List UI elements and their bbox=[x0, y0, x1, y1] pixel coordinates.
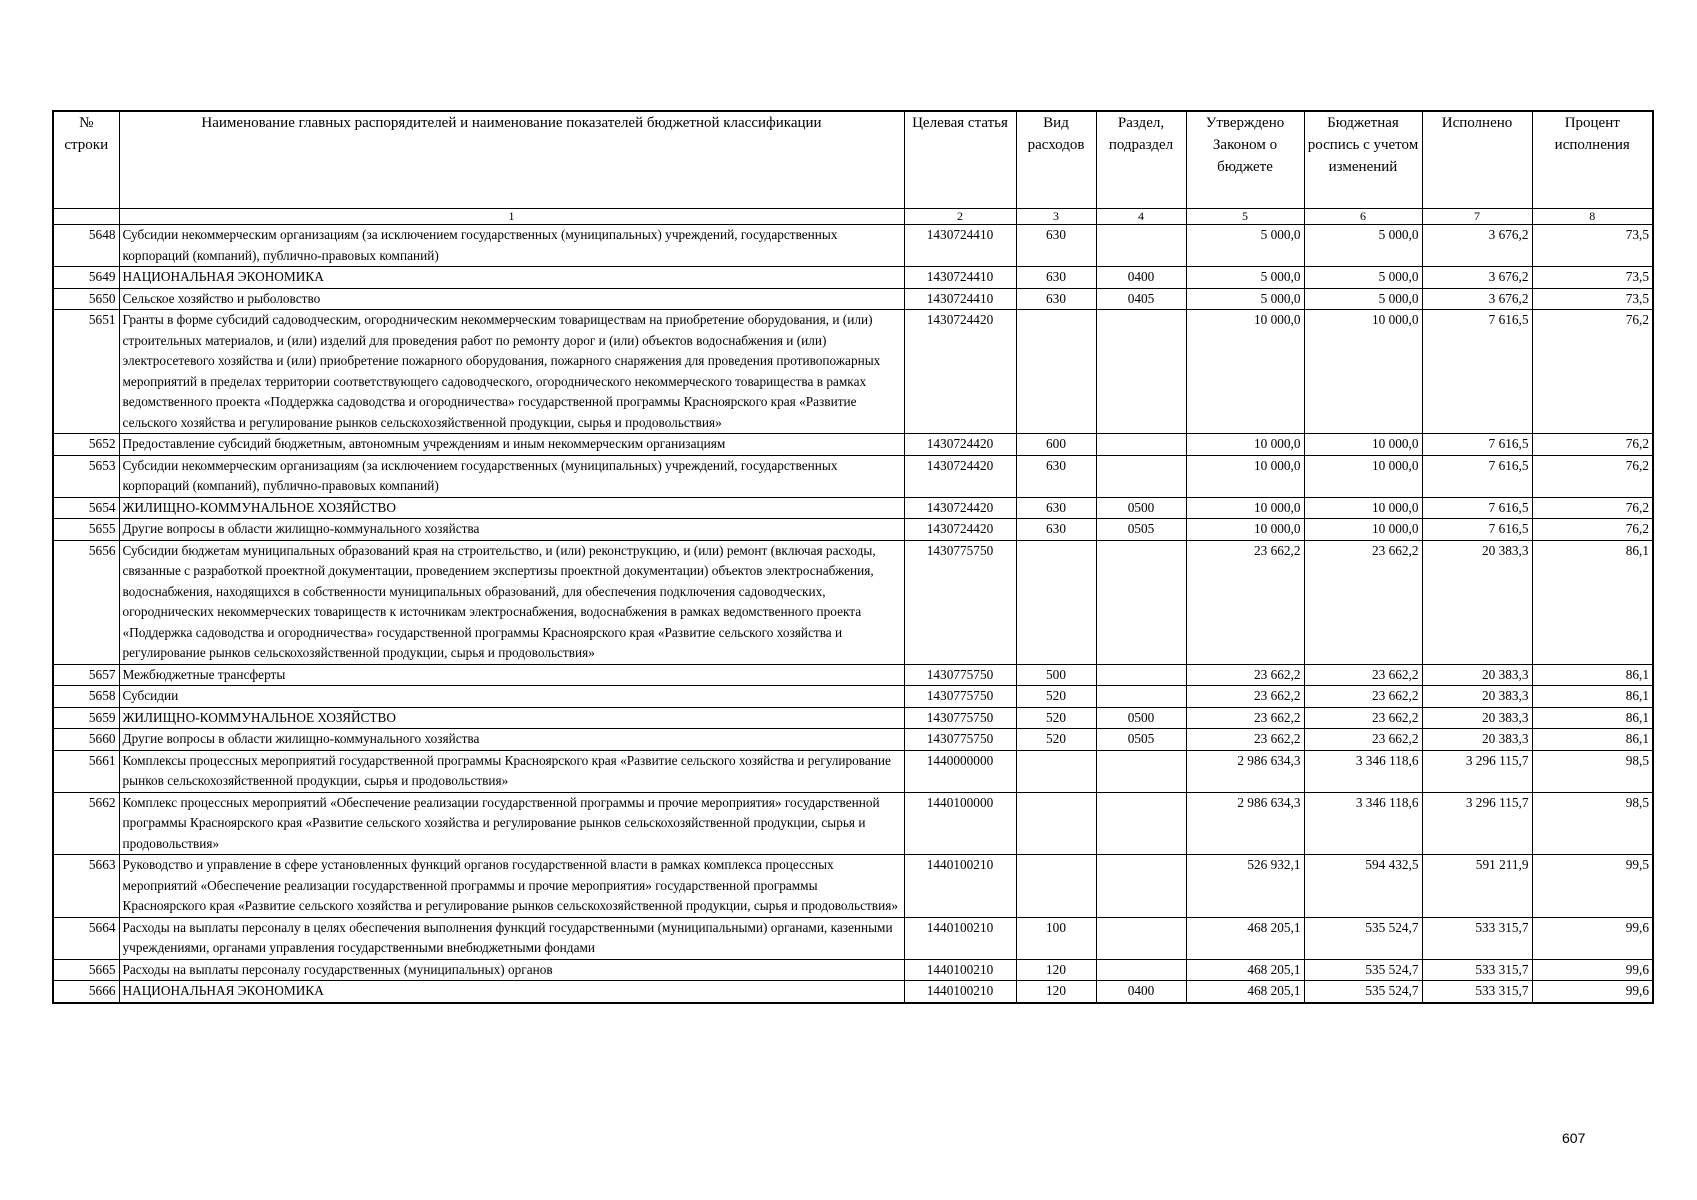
table-row bbox=[53, 540, 1653, 664]
budget-schedule-cell: 3 346 118,6 bbox=[1304, 750, 1422, 792]
table-row bbox=[53, 519, 1653, 541]
row-number-cell: 5666 bbox=[53, 981, 119, 1003]
table-row bbox=[53, 497, 1653, 519]
name-cell: НАЦИОНАЛЬНАЯ ЭКОНОМИКА bbox=[119, 981, 904, 1003]
section-cell: 0505 bbox=[1096, 519, 1186, 541]
expense-kind-cell: 630 bbox=[1016, 497, 1096, 519]
approved-cell: 10 000,0 bbox=[1186, 455, 1304, 497]
budget-schedule-cell: 23 662,2 bbox=[1304, 664, 1422, 686]
row-number-cell: 5658 bbox=[53, 686, 119, 708]
section-cell bbox=[1096, 455, 1186, 497]
header-row-number: № строки bbox=[53, 111, 119, 209]
approved-cell: 23 662,2 bbox=[1186, 540, 1304, 664]
name-cell: Субсидии bbox=[119, 686, 904, 708]
target-article-cell: 1430724410 bbox=[904, 225, 1016, 267]
target-article-cell: 1430724420 bbox=[904, 497, 1016, 519]
target-article-cell: 1430775750 bbox=[904, 686, 1016, 708]
percent-cell: 86,1 bbox=[1532, 540, 1653, 664]
approved-cell: 526 932,1 bbox=[1186, 855, 1304, 918]
expense-kind-cell: 500 bbox=[1016, 664, 1096, 686]
row-number-cell: 5656 bbox=[53, 540, 119, 664]
percent-cell: 99,6 bbox=[1532, 959, 1653, 981]
executed-cell: 3 676,2 bbox=[1422, 288, 1532, 310]
expense-kind-cell: 520 bbox=[1016, 686, 1096, 708]
name-cell: Комплекс процессных мероприятий «Обеспечение реализации государственной программы и прочие мероприятия» государственной программы Красноярского края «Развитие сельского хозяйства и регулирование рынков сельскохозяйственной продукции, сырья и продовольствия» bbox=[119, 792, 904, 855]
budget-schedule-cell: 10 000,0 bbox=[1304, 434, 1422, 456]
name-cell: Сельское хозяйство и рыболовство bbox=[119, 288, 904, 310]
executed-cell: 7 616,5 bbox=[1422, 434, 1532, 456]
target-article-cell: 1430775750 bbox=[904, 707, 1016, 729]
name-cell: Предоставление субсидий бюджетным, автономным учреждениям и иным некоммерческим организациям bbox=[119, 434, 904, 456]
expense-kind-cell bbox=[1016, 310, 1096, 434]
section-cell: 0400 bbox=[1096, 981, 1186, 1003]
approved-cell: 468 205,1 bbox=[1186, 959, 1304, 981]
percent-cell: 73,5 bbox=[1532, 267, 1653, 289]
expense-kind-cell: 120 bbox=[1016, 981, 1096, 1003]
table-row bbox=[53, 707, 1653, 729]
row-number-cell: 5663 bbox=[53, 855, 119, 918]
percent-cell: 99,5 bbox=[1532, 855, 1653, 918]
target-article-cell: 1430724410 bbox=[904, 288, 1016, 310]
executed-cell: 3 676,2 bbox=[1422, 225, 1532, 267]
approved-cell: 23 662,2 bbox=[1186, 686, 1304, 708]
section-cell bbox=[1096, 434, 1186, 456]
section-cell bbox=[1096, 686, 1186, 708]
section-cell: 0505 bbox=[1096, 729, 1186, 751]
budget-schedule-cell: 5 000,0 bbox=[1304, 225, 1422, 267]
table-body bbox=[53, 225, 1653, 1003]
table-row bbox=[53, 288, 1653, 310]
header-percent: Процент исполнения bbox=[1532, 111, 1653, 209]
percent-cell: 76,2 bbox=[1532, 434, 1653, 456]
section-cell: 0400 bbox=[1096, 267, 1186, 289]
name-cell: Гранты в форме субсидий садоводческим, огородническим некоммерческим товариществам на приобретение оборудования, и (или) строительных материалов, и (или) изделий для проведения работ по ремонту дорог и (или) объектов водоснабжения и (или) электросетевого хозяйства и (или) приобретение пожарного оборудования, пожарного снаряжения для проведения противопожарных мероприятий в пределах территории соответствующего садоводческого, огороднического некоммерческого товарищества в рамках ведомственного проекта «Поддержка садоводства и огородничества» государственной программы Красноярского края «Развитие сельского хозяйства и регулирование рынков сельскохозяйственной продукции, сырья и продовольствия» bbox=[119, 310, 904, 434]
target-article-cell: 1430775750 bbox=[904, 540, 1016, 664]
row-number-cell: 5655 bbox=[53, 519, 119, 541]
target-article-cell: 1430724420 bbox=[904, 310, 1016, 434]
header-row bbox=[53, 111, 1653, 209]
target-article-cell: 1430724420 bbox=[904, 519, 1016, 541]
section-cell bbox=[1096, 225, 1186, 267]
row-number-cell: 5651 bbox=[53, 310, 119, 434]
executed-cell: 533 315,7 bbox=[1422, 981, 1532, 1003]
name-cell: Другие вопросы в области жилищно-коммунального хозяйства bbox=[119, 729, 904, 751]
row-number-cell: 5652 bbox=[53, 434, 119, 456]
approved-cell: 23 662,2 bbox=[1186, 664, 1304, 686]
section-cell bbox=[1096, 792, 1186, 855]
executed-cell: 20 383,3 bbox=[1422, 707, 1532, 729]
header-budget-schedule: Бюджетная роспись с учетом изменений bbox=[1304, 111, 1422, 209]
section-cell: 0500 bbox=[1096, 707, 1186, 729]
target-article-cell: 1440000000 bbox=[904, 750, 1016, 792]
column-number: 5 bbox=[1186, 209, 1304, 225]
expense-kind-cell: 100 bbox=[1016, 917, 1096, 959]
budget-schedule-cell: 23 662,2 bbox=[1304, 707, 1422, 729]
expense-kind-cell bbox=[1016, 792, 1096, 855]
section-cell bbox=[1096, 310, 1186, 434]
column-number-blank bbox=[53, 209, 119, 225]
column-number: 2 bbox=[904, 209, 1016, 225]
row-number-cell: 5654 bbox=[53, 497, 119, 519]
percent-cell: 86,1 bbox=[1532, 729, 1653, 751]
column-number: 3 bbox=[1016, 209, 1096, 225]
name-cell: ЖИЛИЩНО-КОММУНАЛЬНОЕ ХОЗЯЙСТВО bbox=[119, 707, 904, 729]
executed-cell: 7 616,5 bbox=[1422, 519, 1532, 541]
row-number-cell: 5649 bbox=[53, 267, 119, 289]
target-article-cell: 1440100210 bbox=[904, 917, 1016, 959]
expense-kind-cell: 630 bbox=[1016, 455, 1096, 497]
approved-cell: 5 000,0 bbox=[1186, 288, 1304, 310]
row-number-cell: 5650 bbox=[53, 288, 119, 310]
row-number-cell: 5660 bbox=[53, 729, 119, 751]
name-cell: Межбюджетные трансферты bbox=[119, 664, 904, 686]
executed-cell: 533 315,7 bbox=[1422, 917, 1532, 959]
budget-schedule-cell: 5 000,0 bbox=[1304, 267, 1422, 289]
approved-cell: 10 000,0 bbox=[1186, 519, 1304, 541]
percent-cell: 76,2 bbox=[1532, 310, 1653, 434]
budget-schedule-cell: 535 524,7 bbox=[1304, 917, 1422, 959]
row-number-cell: 5665 bbox=[53, 959, 119, 981]
approved-cell: 23 662,2 bbox=[1186, 707, 1304, 729]
section-cell bbox=[1096, 959, 1186, 981]
target-article-cell: 1430775750 bbox=[904, 664, 1016, 686]
table-row bbox=[53, 750, 1653, 792]
budget-schedule-cell: 5 000,0 bbox=[1304, 288, 1422, 310]
budget-table bbox=[52, 110, 1654, 1004]
section-cell bbox=[1096, 664, 1186, 686]
section-cell bbox=[1096, 855, 1186, 918]
approved-cell: 2 986 634,3 bbox=[1186, 750, 1304, 792]
budget-schedule-cell: 10 000,0 bbox=[1304, 519, 1422, 541]
section-cell: 0500 bbox=[1096, 497, 1186, 519]
executed-cell: 591 211,9 bbox=[1422, 855, 1532, 918]
section-cell bbox=[1096, 540, 1186, 664]
name-cell: Субсидии бюджетам муниципальных образований края на строительство, и (или) реконструкцию, и (или) ремонт (включая расходы, связанные с разработкой проектной документации, проведением экспертизы проектной документации) объектов электроснабжения, водоснабжения, находящихся в собственности муниципальных образований, для обеспечения подключения садоводческих, огороднических некоммерческих товариществ к источникам электроснабжения, водоснабжения в рамках ведомственного проекта «Поддержка садоводства и огородничества» государственной программы Красноярского края «Развитие сельского хозяйства и регулирование рынков сельскохозяйственной продукции, сырья и продовольствия» bbox=[119, 540, 904, 664]
column-number: 7 bbox=[1422, 209, 1532, 225]
table-row bbox=[53, 981, 1653, 1003]
column-number: 1 bbox=[119, 209, 904, 225]
executed-cell: 7 616,5 bbox=[1422, 497, 1532, 519]
column-number-row bbox=[53, 209, 1653, 225]
executed-cell: 7 616,5 bbox=[1422, 310, 1532, 434]
executed-cell: 20 383,3 bbox=[1422, 540, 1532, 664]
target-article-cell: 1430775750 bbox=[904, 729, 1016, 751]
row-number-cell: 5661 bbox=[53, 750, 119, 792]
executed-cell: 7 616,5 bbox=[1422, 455, 1532, 497]
table-row bbox=[53, 455, 1653, 497]
budget-schedule-cell: 10 000,0 bbox=[1304, 497, 1422, 519]
executed-cell: 3 296 115,7 bbox=[1422, 750, 1532, 792]
column-number: 6 bbox=[1304, 209, 1422, 225]
table-row bbox=[53, 729, 1653, 751]
expense-kind-cell: 630 bbox=[1016, 267, 1096, 289]
name-cell: ЖИЛИЩНО-КОММУНАЛЬНОЕ ХОЗЯЙСТВО bbox=[119, 497, 904, 519]
name-cell: Руководство и управление в сфере установленных функций органов государственной власти в рамках комплекса процессных мероприятий «Обеспечение реализации государственной программы и прочие мероприятия» государственной программы Красноярского края «Развитие сельского хозяйства и регулирование рынков сельскохозяйственной продукции, сырья и продовольствия» bbox=[119, 855, 904, 918]
expense-kind-cell: 520 bbox=[1016, 707, 1096, 729]
budget-schedule-cell: 23 662,2 bbox=[1304, 686, 1422, 708]
percent-cell: 73,5 bbox=[1532, 288, 1653, 310]
approved-cell: 2 986 634,3 bbox=[1186, 792, 1304, 855]
target-article-cell: 1430724420 bbox=[904, 434, 1016, 456]
budget-schedule-cell: 3 346 118,6 bbox=[1304, 792, 1422, 855]
table-row bbox=[53, 917, 1653, 959]
approved-cell: 5 000,0 bbox=[1186, 267, 1304, 289]
section-cell: 0405 bbox=[1096, 288, 1186, 310]
header-expense-kind: Вид расходов bbox=[1016, 111, 1096, 209]
section-cell bbox=[1096, 750, 1186, 792]
approved-cell: 468 205,1 bbox=[1186, 981, 1304, 1003]
name-cell: Субсидии некоммерческим организациям (за исключением государственных (муниципальных) учреждений, государственных корпораций (компаний), публично-правовых компаний) bbox=[119, 225, 904, 267]
page-number: 607 bbox=[1562, 1130, 1586, 1146]
target-article-cell: 1430724410 bbox=[904, 267, 1016, 289]
budget-schedule-cell: 535 524,7 bbox=[1304, 981, 1422, 1003]
section-cell bbox=[1096, 917, 1186, 959]
percent-cell: 98,5 bbox=[1532, 750, 1653, 792]
name-cell: Комплексы процессных мероприятий государственной программы Красноярского края «Развитие сельского хозяйства и регулирование рынков сельскохозяйственной продукции, сырья и продовольствия» bbox=[119, 750, 904, 792]
expense-kind-cell: 630 bbox=[1016, 225, 1096, 267]
target-article-cell: 1440100000 bbox=[904, 792, 1016, 855]
approved-cell: 10 000,0 bbox=[1186, 310, 1304, 434]
executed-cell: 533 315,7 bbox=[1422, 959, 1532, 981]
percent-cell: 76,2 bbox=[1532, 497, 1653, 519]
budget-schedule-cell: 10 000,0 bbox=[1304, 310, 1422, 434]
executed-cell: 20 383,3 bbox=[1422, 664, 1532, 686]
expense-kind-cell: 630 bbox=[1016, 288, 1096, 310]
approved-cell: 468 205,1 bbox=[1186, 917, 1304, 959]
executed-cell: 3 296 115,7 bbox=[1422, 792, 1532, 855]
budget-schedule-cell: 10 000,0 bbox=[1304, 455, 1422, 497]
percent-cell: 86,1 bbox=[1532, 664, 1653, 686]
percent-cell: 99,6 bbox=[1532, 917, 1653, 959]
table-row bbox=[53, 959, 1653, 981]
expense-kind-cell bbox=[1016, 750, 1096, 792]
percent-cell: 86,1 bbox=[1532, 707, 1653, 729]
budget-schedule-cell: 23 662,2 bbox=[1304, 540, 1422, 664]
target-article-cell: 1440100210 bbox=[904, 855, 1016, 918]
percent-cell: 73,5 bbox=[1532, 225, 1653, 267]
target-article-cell: 1430724420 bbox=[904, 455, 1016, 497]
expense-kind-cell: 600 bbox=[1016, 434, 1096, 456]
table-row bbox=[53, 664, 1653, 686]
expense-kind-cell: 520 bbox=[1016, 729, 1096, 751]
executed-cell: 20 383,3 bbox=[1422, 686, 1532, 708]
target-article-cell: 1440100210 bbox=[904, 981, 1016, 1003]
row-number-cell: 5648 bbox=[53, 225, 119, 267]
expense-kind-cell bbox=[1016, 540, 1096, 664]
name-cell: Расходы на выплаты персоналу в целях обеспечения выполнения функций государственными (муниципальными) органами, казенными учреждениями, органами управления государственными внебюджетными фондами bbox=[119, 917, 904, 959]
table-row bbox=[53, 792, 1653, 855]
header-approved: Утверждено Законом о бюджете bbox=[1186, 111, 1304, 209]
column-number: 8 bbox=[1532, 209, 1653, 225]
header-section: Раздел, подраздел bbox=[1096, 111, 1186, 209]
budget-schedule-cell: 23 662,2 bbox=[1304, 729, 1422, 751]
expense-kind-cell bbox=[1016, 855, 1096, 918]
header-executed: Исполнено bbox=[1422, 111, 1532, 209]
row-number-cell: 5653 bbox=[53, 455, 119, 497]
name-cell: Субсидии некоммерческим организациям (за исключением государственных (муниципальных) учреждений, государственных корпораций (компаний), публично-правовых компаний) bbox=[119, 455, 904, 497]
approved-cell: 10 000,0 bbox=[1186, 497, 1304, 519]
budget-schedule-cell: 594 432,5 bbox=[1304, 855, 1422, 918]
percent-cell: 99,6 bbox=[1532, 981, 1653, 1003]
header-target-article: Целевая статья bbox=[904, 111, 1016, 209]
name-cell: Расходы на выплаты персоналу государственных (муниципальных) органов bbox=[119, 959, 904, 981]
name-cell: НАЦИОНАЛЬНАЯ ЭКОНОМИКА bbox=[119, 267, 904, 289]
table-row bbox=[53, 225, 1653, 267]
expense-kind-cell: 630 bbox=[1016, 519, 1096, 541]
table-row bbox=[53, 434, 1653, 456]
row-number-cell: 5662 bbox=[53, 792, 119, 855]
table-row bbox=[53, 310, 1653, 434]
header-name: Наименование главных распорядителей и наименование показателей бюджетной классификации bbox=[119, 111, 904, 209]
percent-cell: 86,1 bbox=[1532, 686, 1653, 708]
approved-cell: 23 662,2 bbox=[1186, 729, 1304, 751]
target-article-cell: 1440100210 bbox=[904, 959, 1016, 981]
approved-cell: 5 000,0 bbox=[1186, 225, 1304, 267]
executed-cell: 3 676,2 bbox=[1422, 267, 1532, 289]
percent-cell: 76,2 bbox=[1532, 519, 1653, 541]
expense-kind-cell: 120 bbox=[1016, 959, 1096, 981]
executed-cell: 20 383,3 bbox=[1422, 729, 1532, 751]
percent-cell: 76,2 bbox=[1532, 455, 1653, 497]
row-number-cell: 5659 bbox=[53, 707, 119, 729]
percent-cell: 98,5 bbox=[1532, 792, 1653, 855]
table-row bbox=[53, 267, 1653, 289]
budget-schedule-cell: 535 524,7 bbox=[1304, 959, 1422, 981]
approved-cell: 10 000,0 bbox=[1186, 434, 1304, 456]
table-row bbox=[53, 855, 1653, 918]
row-number-cell: 5657 bbox=[53, 664, 119, 686]
name-cell: Другие вопросы в области жилищно-коммунального хозяйства bbox=[119, 519, 904, 541]
row-number-cell: 5664 bbox=[53, 917, 119, 959]
column-number: 4 bbox=[1096, 209, 1186, 225]
table-row bbox=[53, 686, 1653, 708]
